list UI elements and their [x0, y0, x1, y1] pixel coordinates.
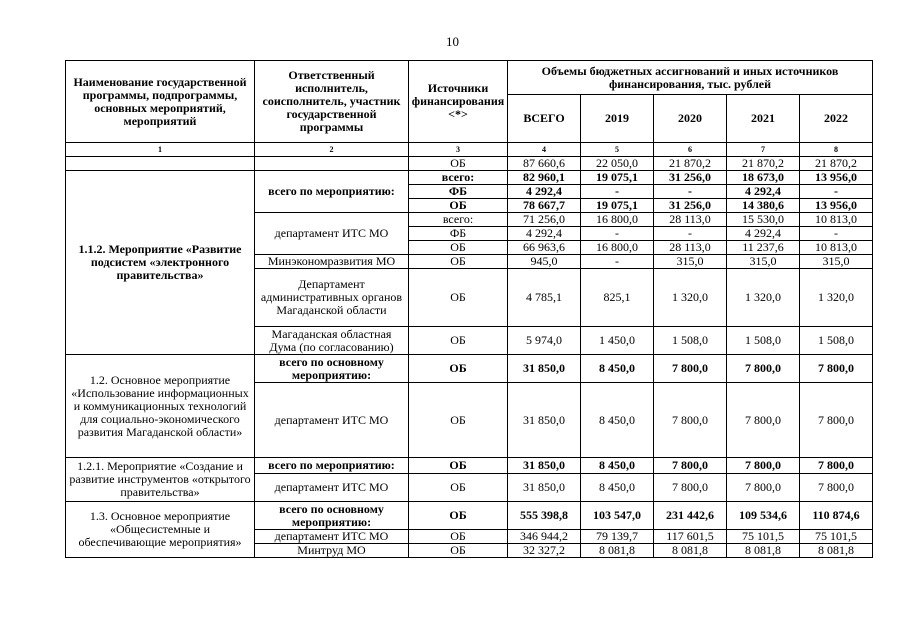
responsible-cell: всего по основному мероприятию:: [255, 355, 409, 383]
responsible-cell: департамент ИТС МО: [255, 474, 409, 502]
table-cell: 110 874,6: [800, 502, 873, 530]
table-cell: ОБ: [409, 355, 508, 383]
table-cell: 4 292,4: [508, 227, 581, 241]
table-cell: 4 292,4: [508, 185, 581, 199]
table-cell: 8 081,8: [654, 544, 727, 558]
table-cell: 16 800,0: [581, 213, 654, 227]
header-row: [66, 61, 873, 95]
table-cell: 10 813,0: [800, 241, 873, 255]
table-cell: 7 800,0: [654, 474, 727, 502]
table-cell: [255, 157, 409, 171]
table-cell: 8 450,0: [581, 458, 654, 474]
table-cell: 28 113,0: [654, 241, 727, 255]
table-cell: 28 113,0: [654, 213, 727, 227]
table-cell: 8 450,0: [581, 474, 654, 502]
table-cell: ОБ: [409, 530, 508, 544]
header-2022: 2022: [800, 95, 873, 143]
table-cell: 315,0: [727, 255, 800, 269]
table-cell: всего:: [409, 171, 508, 185]
responsible-cell: Магаданская областная Дума (по согласованию): [255, 327, 409, 355]
table-cell: 31 850,0: [508, 355, 581, 383]
table-cell: 75 101,5: [800, 530, 873, 544]
header-2019: 2019: [581, 95, 654, 143]
table-cell: -: [581, 255, 654, 269]
table-cell: 1 450,0: [581, 327, 654, 355]
table-cell: ОБ: [409, 255, 508, 269]
table-cell: -: [654, 227, 727, 241]
index-cell: 4: [508, 143, 581, 157]
table-cell: 19 075,1: [581, 199, 654, 213]
table-cell: -: [800, 227, 873, 241]
table-cell: 5 974,0: [508, 327, 581, 355]
index-cell: 5: [581, 143, 654, 157]
table-cell: 32 327,2: [508, 544, 581, 558]
table-cell: 7 800,0: [654, 355, 727, 383]
table-cell: 31 256,0: [654, 199, 727, 213]
activity-name-cell: 1.1.2. Мероприятие «Развитие подсистем «электронного правительства»: [66, 171, 255, 355]
table-cell: 945,0: [508, 255, 581, 269]
table-cell: ОБ: [409, 474, 508, 502]
responsible-cell: всего по мероприятию:: [255, 458, 409, 474]
table-cell: -: [654, 185, 727, 199]
table-cell: 555 398,8: [508, 502, 581, 530]
responsible-cell: департамент ИТС МО: [255, 530, 409, 544]
table-cell: 31 850,0: [508, 458, 581, 474]
table-row: [66, 355, 873, 383]
table-cell: 1 320,0: [727, 269, 800, 327]
table-cell: 18 673,0: [727, 171, 800, 185]
index-cell: 2: [255, 143, 409, 157]
header-total: ВСЕГО: [508, 95, 581, 143]
table-cell: 21 870,2: [800, 157, 873, 171]
table-cell: 79 139,7: [581, 530, 654, 544]
table-cell: 31 850,0: [508, 474, 581, 502]
table-cell: 7 800,0: [654, 383, 727, 458]
table-cell: ОБ: [409, 502, 508, 530]
table-cell: -: [800, 185, 873, 199]
table-cell: ОБ: [409, 327, 508, 355]
table-cell: 8 081,8: [727, 544, 800, 558]
table-cell: 7 800,0: [800, 458, 873, 474]
table-cell: -: [581, 185, 654, 199]
table-cell: 14 380,6: [727, 199, 800, 213]
table-cell: ФБ: [409, 185, 508, 199]
table-cell: 315,0: [800, 255, 873, 269]
table-cell: 8 450,0: [581, 355, 654, 383]
responsible-cell: Минтруд МО: [255, 544, 409, 558]
table-cell: 7 800,0: [800, 474, 873, 502]
table-cell: ОБ: [409, 383, 508, 458]
table-cell: 66 963,6: [508, 241, 581, 255]
header-responsible: Ответственный исполнитель, соисполнитель, участник государственной программы: [255, 61, 409, 143]
table-cell: 1 508,0: [654, 327, 727, 355]
index-cell: 8: [800, 143, 873, 157]
responsible-cell: департамент ИТС МО: [255, 213, 409, 255]
table-cell: 22 050,0: [581, 157, 654, 171]
table-cell: 13 956,0: [800, 199, 873, 213]
table-cell: 16 800,0: [581, 241, 654, 255]
table-cell: 1 320,0: [654, 269, 727, 327]
table-cell: 4 785,1: [508, 269, 581, 327]
table-row: [66, 458, 873, 474]
table-cell: 7 800,0: [800, 355, 873, 383]
table-cell: 7 800,0: [727, 458, 800, 474]
responsible-cell: департамент ИТС МО: [255, 383, 409, 458]
index-cell: 1: [66, 143, 255, 157]
table-cell: ОБ: [409, 544, 508, 558]
page-number: 10: [446, 34, 459, 49]
table-cell: ОБ: [409, 269, 508, 327]
table-cell: 7 800,0: [727, 355, 800, 383]
table-cell: 71 256,0: [508, 213, 581, 227]
table-cell: 78 667,7: [508, 199, 581, 213]
table-cell: ФБ: [409, 227, 508, 241]
table-cell: [66, 157, 255, 171]
table-cell: ОБ: [409, 241, 508, 255]
header-name: Наименование государственной программы, подпрограммы, основных мероприятий, мероприятий: [66, 61, 255, 143]
header-2021: 2021: [727, 95, 800, 143]
table-cell: 15 530,0: [727, 213, 800, 227]
index-row: [66, 143, 873, 157]
table-cell: 7 800,0: [727, 474, 800, 502]
table-cell: 10 813,0: [800, 213, 873, 227]
table-cell: 8 450,0: [581, 383, 654, 458]
table-row: [66, 502, 873, 530]
table-row: [66, 157, 873, 171]
table-cell: 8 081,8: [581, 544, 654, 558]
responsible-cell: Минэкономразвития МО: [255, 255, 409, 269]
table-cell: 117 601,5: [654, 530, 727, 544]
table-cell: 346 944,2: [508, 530, 581, 544]
table-cell: 1 320,0: [800, 269, 873, 327]
activity-name-cell: 1.2. Основное мероприятие «Использование информационных и коммуникационных технологий для социально-экономического развития Магаданской области»: [66, 355, 255, 458]
table-cell: 7 800,0: [800, 383, 873, 458]
table-cell: ОБ: [409, 199, 508, 213]
index-cell: 3: [409, 143, 508, 157]
responsible-cell: всего по мероприятию:: [255, 171, 409, 213]
responsible-cell: всего по основному мероприятию:: [255, 502, 409, 530]
table-cell: -: [581, 227, 654, 241]
header-2020: 2020: [654, 95, 727, 143]
table-cell: 87 660,6: [508, 157, 581, 171]
header-volumes: Объемы бюджетных ассигнований и иных источников финансирования, тыс. рублей: [508, 61, 873, 95]
table-cell: 7 800,0: [654, 458, 727, 474]
table-cell: 231 442,6: [654, 502, 727, 530]
table-cell: 825,1: [581, 269, 654, 327]
table-cell: 21 870,2: [654, 157, 727, 171]
table-cell: 13 956,0: [800, 171, 873, 185]
table-cell: 1 508,0: [800, 327, 873, 355]
table-cell: 109 534,6: [727, 502, 800, 530]
table-cell: 4 292,4: [727, 185, 800, 199]
table-cell: ОБ: [409, 458, 508, 474]
table-cell: 103 547,0: [581, 502, 654, 530]
table-cell: 19 075,1: [581, 171, 654, 185]
activity-name-cell: 1.3. Основное мероприятие «Общесистемные и обеспечивающие мероприятия»: [66, 502, 255, 558]
index-cell: 6: [654, 143, 727, 157]
table-cell: 21 870,2: [727, 157, 800, 171]
responsible-cell: Департамент административных органов Магаданской области: [255, 269, 409, 327]
header-sources: Источники финансирования <*>: [409, 61, 508, 143]
table-cell: 31 256,0: [654, 171, 727, 185]
activity-name-cell: 1.2.1. Мероприятие «Создание и развитие инструментов «открытого правительства»: [66, 458, 255, 502]
table-cell: 8 081,8: [800, 544, 873, 558]
table-cell: 31 850,0: [508, 383, 581, 458]
table-cell: 82 960,1: [508, 171, 581, 185]
table-cell: 4 292,4: [727, 227, 800, 241]
table-row: [66, 171, 873, 185]
table-cell: ОБ: [409, 157, 508, 171]
table-cell: 315,0: [654, 255, 727, 269]
table-cell: 11 237,6: [727, 241, 800, 255]
table-cell: 1 508,0: [727, 327, 800, 355]
index-cell: 7: [727, 143, 800, 157]
table-cell: 75 101,5: [727, 530, 800, 544]
budget-table: [65, 60, 873, 558]
table-cell: 7 800,0: [727, 383, 800, 458]
table-cell: всего:: [409, 213, 508, 227]
